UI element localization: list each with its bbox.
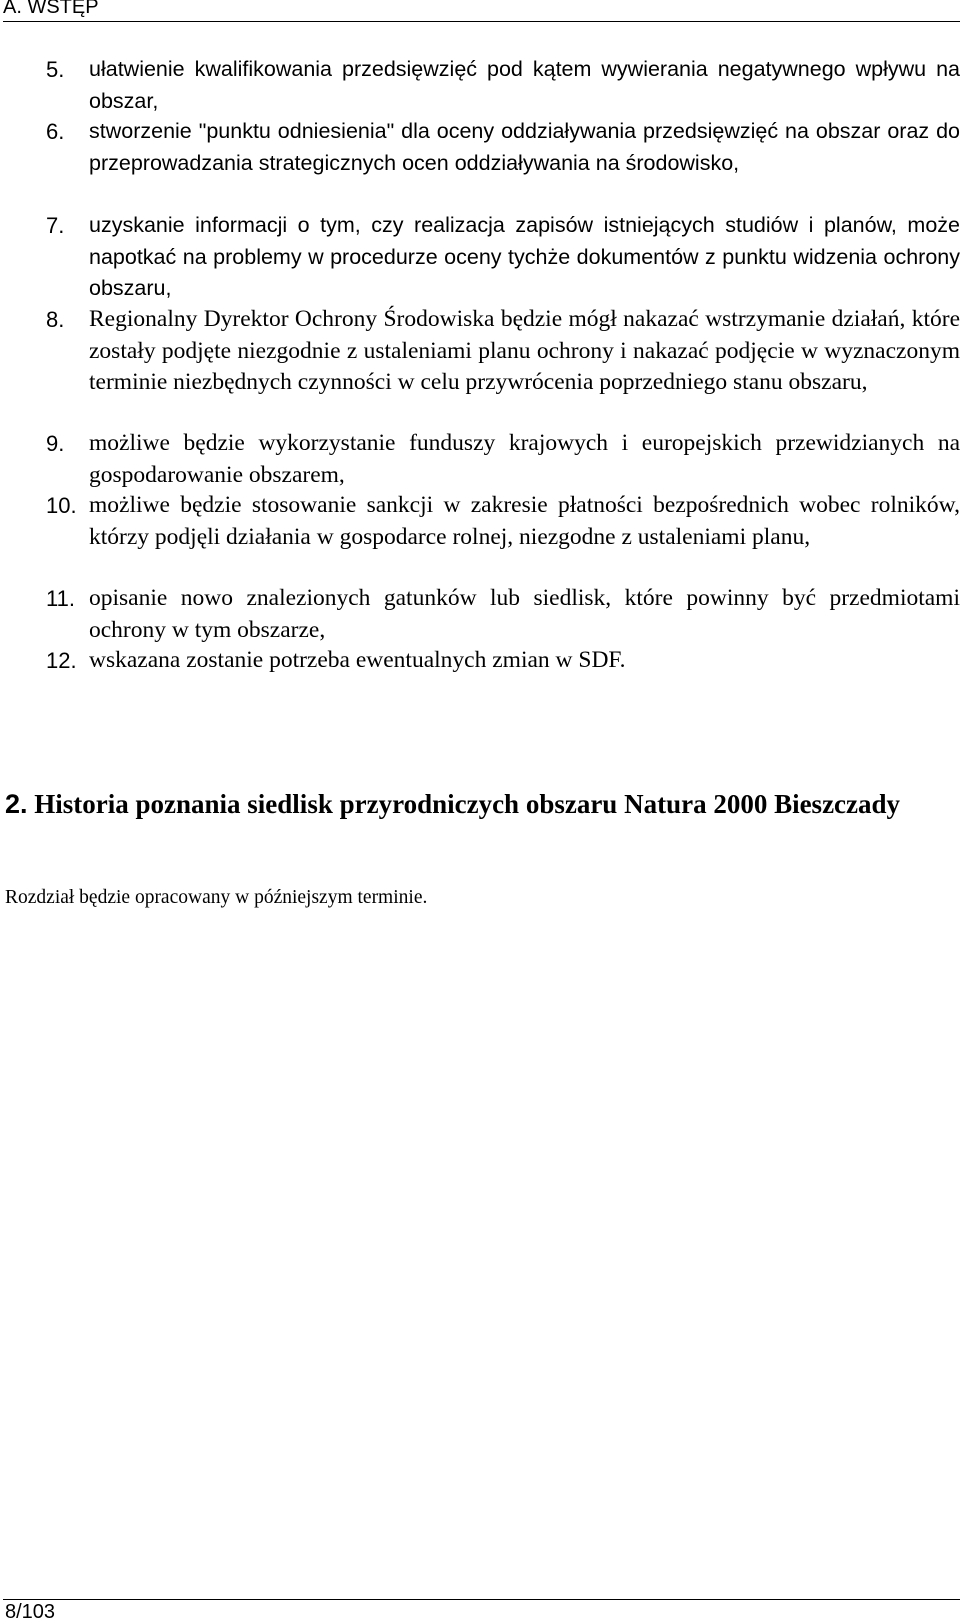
list-item-text: opisanie nowo znalezionych gatunków lub siedlisk, które powinny być przedmiotami ochrony w tym obszarze, [89,585,960,643]
list-item-text: Regionalny Dyrektor Ochrony Środowiska będzie mógł nakazać wstrzymanie działań, które zostały podjęte niezgodnie z ustaleniami planu ochrony i nakazać podjęcie w wyznaczonym terminie niezbędnych czynności w celu przywrócenia poprzedniego stanu obszaru, [89,306,960,395]
list-item [46,583,960,646]
list-item-text: możliwe będzie stosowanie sankcji w zakresie płatności bezpośrednich wobec rolników, którzy podjęli działania w gospodarce rolnej, niezgodne z ustaleniami planu, [89,492,960,550]
section-heading [5,787,905,822]
section-body-text: Rozdział będzie opracowany w późniejszym terminie. [5,887,428,908]
list-item-text: wskazana zostanie potrzeba ewentualnych zmian w SDF. [89,647,626,673]
header-rule [3,21,960,22]
section-number: 2. [5,789,28,819]
list-item [46,490,960,553]
list-item-text: uzyskanie informacji o tym, czy realizacja zapisów istniejących studiów i planów, może napotkać na problemy w procedurze oceny tychże dokumentów z punktu widzenia ochrony obszaru, [89,213,960,300]
list-item [46,304,960,399]
running-header: A. WSTĘP [3,0,99,18]
list-item-number: 11. [46,586,75,611]
list-item [46,210,960,305]
list-item [46,116,960,179]
footer-rule [3,1599,960,1600]
list-item-number: 10. [46,493,77,518]
list-item [46,645,960,677]
section-title: Historia poznania siedlisk przyrodniczych obszaru Natura 2000 Bieszczady [34,789,901,819]
list-item-text: ułatwienie kwalifikowania przedsięwzięć pod kątem wywierania negatywnego wpływu na obszar, [89,57,960,113]
list-item-number: 6. [46,119,65,144]
list-item [46,54,960,117]
list-item [46,428,960,491]
list-item-text: stworzenie "punktu odniesienia" dla oceny oddziaływania przedsięwzięć na obszar oraz do przeprowadzania strategicznych ocen oddziaływania na środowisko, [89,119,960,175]
list-item-number: 8. [46,307,65,332]
list-item-number: 9. [46,431,65,456]
list-item-text: możliwe będzie wykorzystanie funduszy krajowych i europejskich przewidzianych na gospodarowanie obszarem, [89,430,960,488]
list-item-number: 5. [46,57,65,82]
list-item-number: 7. [46,213,65,238]
page-number: 8/103 [5,1601,56,1623]
list-item-number: 12. [46,648,77,673]
